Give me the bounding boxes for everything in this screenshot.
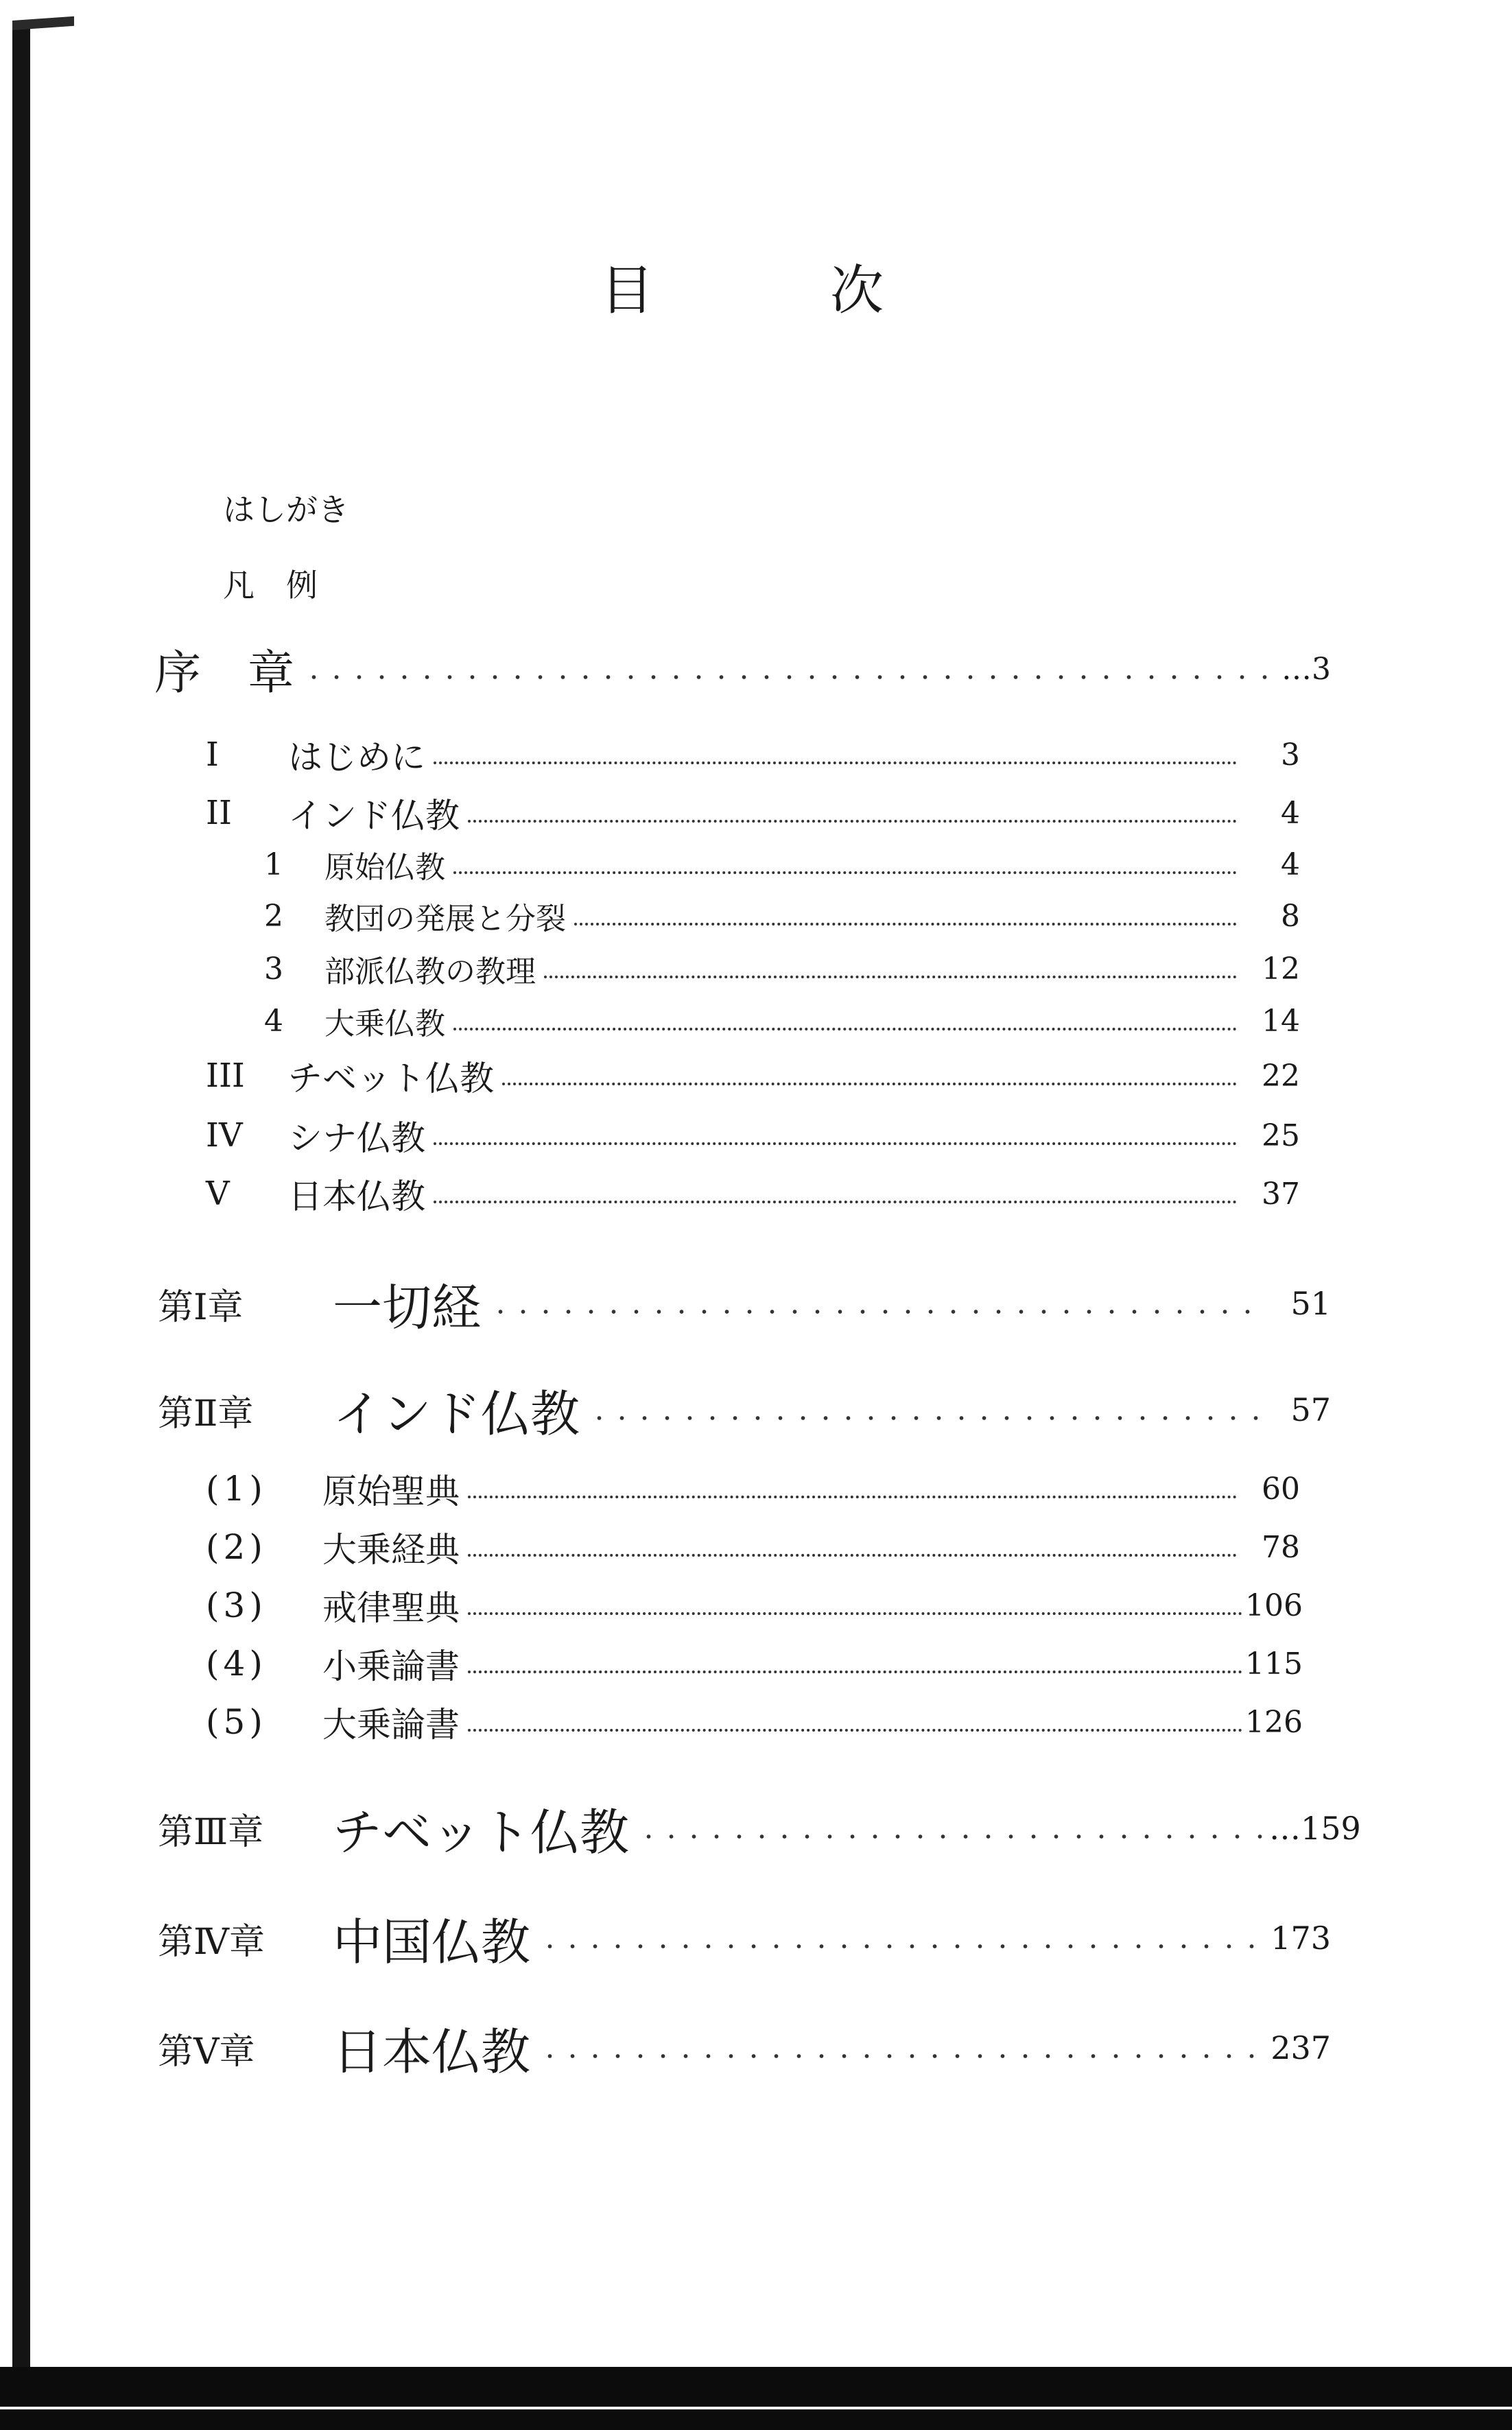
- toc-entry-section: [206, 727, 1300, 782]
- toc-entry-chapter: [158, 1376, 1331, 1444]
- section-number: III: [206, 1057, 245, 1095]
- chapter-title: チベット仏教: [333, 1804, 630, 1861]
- leader-dots: [637, 1835, 1266, 1839]
- leader-dots: [468, 1671, 1242, 1673]
- page-title-char-1: 目: [600, 260, 654, 322]
- binding-edge-left: [12, 21, 30, 2381]
- section-number: I: [206, 735, 219, 774]
- item-title: 原始聖典: [322, 1472, 460, 1511]
- chapter-number: 第Ⅳ章: [158, 1921, 265, 1963]
- chapter-page: 57: [1290, 1391, 1331, 1428]
- toc-entry-subsection: [264, 837, 1300, 892]
- item-number: (5): [206, 1702, 267, 1742]
- toc-entry-chapter: [158, 1904, 1331, 1972]
- toc-entry-subsection: [264, 941, 1300, 996]
- leader-dots: [453, 871, 1237, 874]
- item-number: (2): [206, 1527, 267, 1567]
- chapter-number: 第Ⅴ章: [158, 2031, 255, 2073]
- subsection-page: 8: [1281, 898, 1300, 934]
- subsection-number: 1: [264, 847, 283, 882]
- toc-entry-chapter: [158, 1269, 1331, 1338]
- section-title: はじめに: [288, 738, 425, 777]
- section-title: インド仏教: [288, 796, 460, 836]
- leader-dots: [539, 1944, 1261, 1948]
- subsection-page: 4: [1281, 847, 1300, 882]
- leader-dots: [539, 2054, 1261, 2058]
- leader-dots: [434, 1201, 1237, 1203]
- item-page: 60: [1262, 1471, 1300, 1507]
- section-number: IV: [206, 1116, 243, 1155]
- item-title: 大乗経典: [322, 1530, 460, 1570]
- chapter-number: 第Ⅲ章: [158, 1811, 264, 1853]
- toc-entry-chapter: [158, 1794, 1361, 1863]
- toc-entry-item: [206, 1695, 1303, 1749]
- subsection-title: 原始仏教: [324, 850, 445, 885]
- item-page: 115: [1245, 1646, 1303, 1682]
- leader-dots: [468, 1554, 1237, 1557]
- leader-dots: [502, 1083, 1237, 1085]
- subsection-page: 12: [1262, 951, 1300, 987]
- subsection-title: 部派仏教の教理: [324, 954, 536, 989]
- leader-dots: [468, 820, 1237, 823]
- leader-dots: [544, 976, 1237, 978]
- item-page: 126: [1245, 1704, 1303, 1740]
- chapter-number: 第Ⅰ章: [158, 1286, 244, 1328]
- leader-dots: [574, 923, 1237, 925]
- toc-entry-item: [206, 1578, 1303, 1633]
- chapter-title: 日本仏教: [333, 2023, 531, 2081]
- chapter-number: 第Ⅱ章: [158, 1393, 254, 1435]
- chapter-title: 中国仏教: [333, 1913, 531, 1971]
- toc-entry-item: [206, 1636, 1303, 1691]
- binding-edge-top: [12, 16, 74, 30]
- front-matter-preface: はしがき: [223, 491, 349, 528]
- section-page: 4: [1281, 795, 1300, 831]
- leader-dots: [434, 762, 1237, 764]
- toc-entry-section: [206, 1108, 1300, 1163]
- prologue-page: …3: [1281, 651, 1331, 687]
- section-page: 37: [1262, 1176, 1300, 1212]
- toc-entry-item: [206, 1461, 1300, 1516]
- subsection-number: 3: [264, 951, 283, 987]
- chapter-page: …159: [1269, 1810, 1361, 1847]
- leader-dots: [468, 1612, 1242, 1615]
- section-title: 日本仏教: [288, 1177, 425, 1216]
- leader-dots: [489, 1310, 1261, 1314]
- chapter-page: 51: [1290, 1285, 1331, 1322]
- section-number: II: [206, 794, 232, 832]
- section-title: チベット仏教: [288, 1059, 494, 1098]
- toc-entry-subsection: [264, 993, 1300, 1048]
- toc-entry-item: [206, 1520, 1300, 1574]
- toc-entry-section: [206, 1166, 1300, 1221]
- leader-dots: [453, 1028, 1237, 1030]
- item-number: (4): [206, 1644, 267, 1684]
- chapter-title: 一切経: [333, 1279, 482, 1336]
- toc-entry-chapter: [158, 2014, 1331, 2082]
- chapter-page: 237: [1271, 2029, 1331, 2066]
- item-title: 大乗論書: [322, 1705, 460, 1745]
- leader-dots: [588, 1416, 1261, 1420]
- subsection-title: 教団の発展と分裂: [324, 901, 566, 936]
- subsection-number: 4: [264, 1003, 283, 1039]
- item-page: 78: [1262, 1529, 1300, 1565]
- leader-dots: [468, 1729, 1242, 1732]
- item-page: 106: [1245, 1588, 1303, 1623]
- scan-bottom-edge: [0, 2367, 1512, 2430]
- section-title: シナ仏教: [288, 1118, 425, 1158]
- item-number: (1): [206, 1469, 267, 1509]
- chapter-page: 173: [1271, 1920, 1331, 1957]
- section-number: V: [206, 1175, 230, 1213]
- leader-dots: [468, 1496, 1237, 1498]
- section-page: 25: [1262, 1118, 1300, 1153]
- chapter-title: インド仏教: [333, 1385, 580, 1443]
- item-title: 戒律聖典: [322, 1588, 460, 1628]
- section-page: 3: [1281, 737, 1300, 772]
- toc-entry-section: [206, 1048, 1300, 1103]
- subsection-number: 2: [264, 898, 283, 934]
- front-matter-notes: 凡 例: [223, 567, 318, 604]
- item-title: 小乗論書: [322, 1647, 460, 1686]
- toc-entry-prologue: [154, 641, 1331, 700]
- page-title-char-2: 次: [830, 260, 884, 322]
- section-page: 22: [1262, 1058, 1300, 1094]
- prologue-title: 序 章: [154, 646, 295, 700]
- toc-entry-section: [206, 786, 1300, 840]
- subsection-page: 14: [1262, 1003, 1300, 1039]
- toc-entry-subsection: [264, 888, 1300, 943]
- subsection-title: 大乗仏教: [324, 1006, 445, 1041]
- leader-dots: [303, 675, 1273, 679]
- leader-dots: [434, 1142, 1237, 1145]
- item-number: (3): [206, 1585, 267, 1625]
